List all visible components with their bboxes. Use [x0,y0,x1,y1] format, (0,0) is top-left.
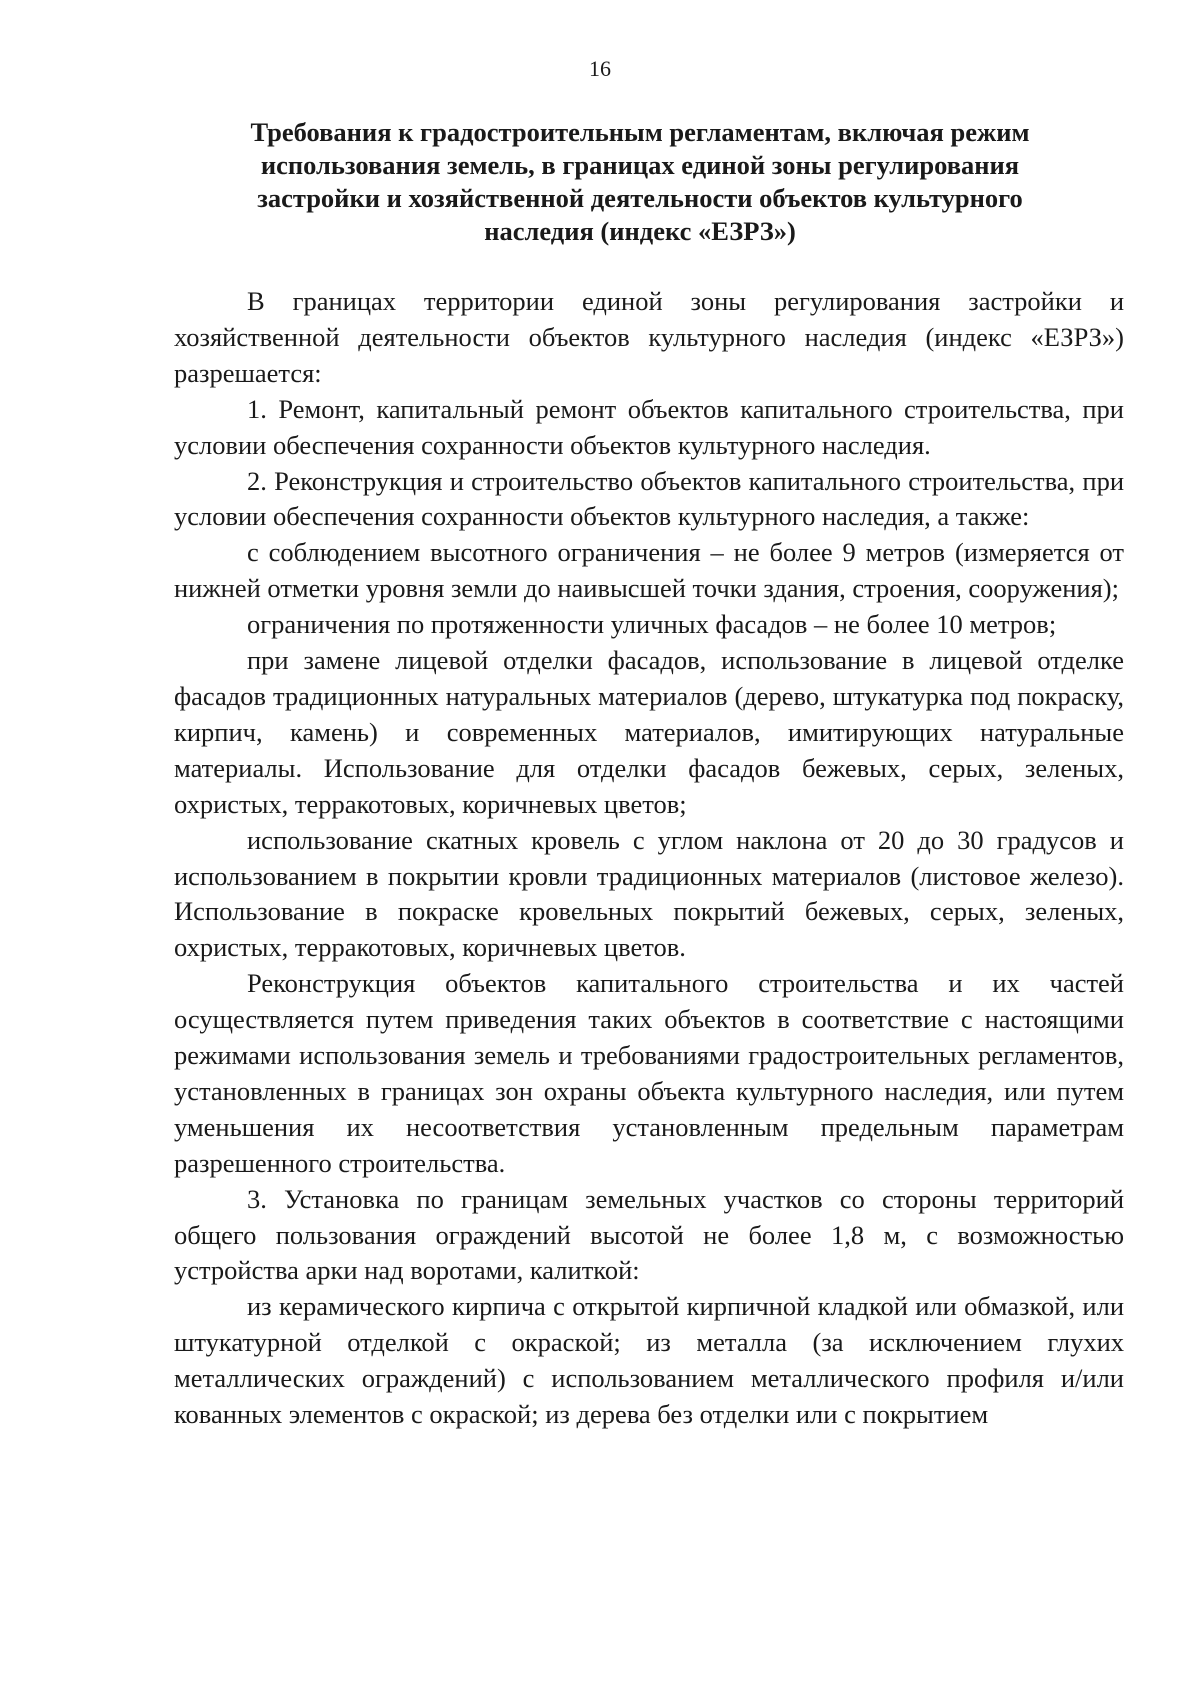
section-title-line: застройки и хозяйственной деятельности объектов культурного [257,183,1023,213]
paragraph-reconstruction: Реконструкция объектов капитального строительства и их частей осуществляется путем приведения таких объектов в соответствие с настоящими режимами использования земель и требованиями градостроительных регламентов, установленных в границах зон охраны объекта культурного наследия, или путем уменьшения их несоответствия установленным предельным параметрам разрешенного строительства. [174,968,1124,1178]
page-number: 16 [589,56,611,81]
paragraph-item-3: 3. Установка по границам земельных участков со стороны территорий общего пользования ограждений высотой не более 1,8 м, с возможностью устройства арки над воротами, калиткой: [174,1183,1124,1286]
paragraph-roofs: использование скатных кровель с углом наклона от 20 до 30 градусов и использованием в покрытии кровли традиционных материалов (листовое железо). Использование в покраске кровельных покрытий бежевых, серых, зеленых, охристых, терракотовых, коричневых цветов. [174,824,1124,963]
paragraph-facade-length: ограничения по протяженности уличных фасадов – не более 10 метров; [247,609,1057,640]
document-body [174,284,1124,1433]
section-title [200,116,1080,248]
paragraph-intro: В границах территории единой зоны регулирования застройки и хозяйственной деятельности объектов культурного наследия (индекс «ЕЗРЗ») разрешается: [174,286,1124,388]
paragraph-fence-materials: из керамического кирпича с открытой кирпичной кладкой или обмазкой, или штукатурной отделкой с окраской; из металла (за исключением глухих металлических ограждений) с использованием металлического профиля и/или кованных элементов с окраской; из дерева без отделки или с покрытием [174,1291,1124,1430]
paragraph-item-1: 1. Ремонт, капитальный ремонт объектов капитального строительства, при условии обеспечения сохранности объектов культурного наследия. [174,393,1124,460]
paragraph-facade-finish: при замене лицевой отделки фасадов, использование в лицевой отделке фасадов традиционных натуральных материалов (дерево, штукатурка под покраску, кирпич, камень) и современных материалов, имитирующих натуральные материалы. Использование для отделки фасадов бежевых, серых, зеленых, охристых, терракотовых, коричневых цветов; [174,645,1124,819]
paragraph-item-2: 2. Реконструкция и строительство объектов капитального строительства, при условии обеспечения сохранности объектов культурного наследия, а также: [174,465,1124,532]
section-title-line: использования земель, в границах единой зоны регулирования [260,150,1020,180]
section-title-line: Требования к градостроительным регламентам, включая режим [250,117,1030,147]
paragraph-height-limit: с соблюдением высотного ограничения – не более 9 метров (измеряется от нижней отметки уровня земли до наивысшей точки здания, строения, сооружения); [174,537,1124,604]
section-title-line: наследия (индекс «ЕЗРЗ») [484,216,796,246]
